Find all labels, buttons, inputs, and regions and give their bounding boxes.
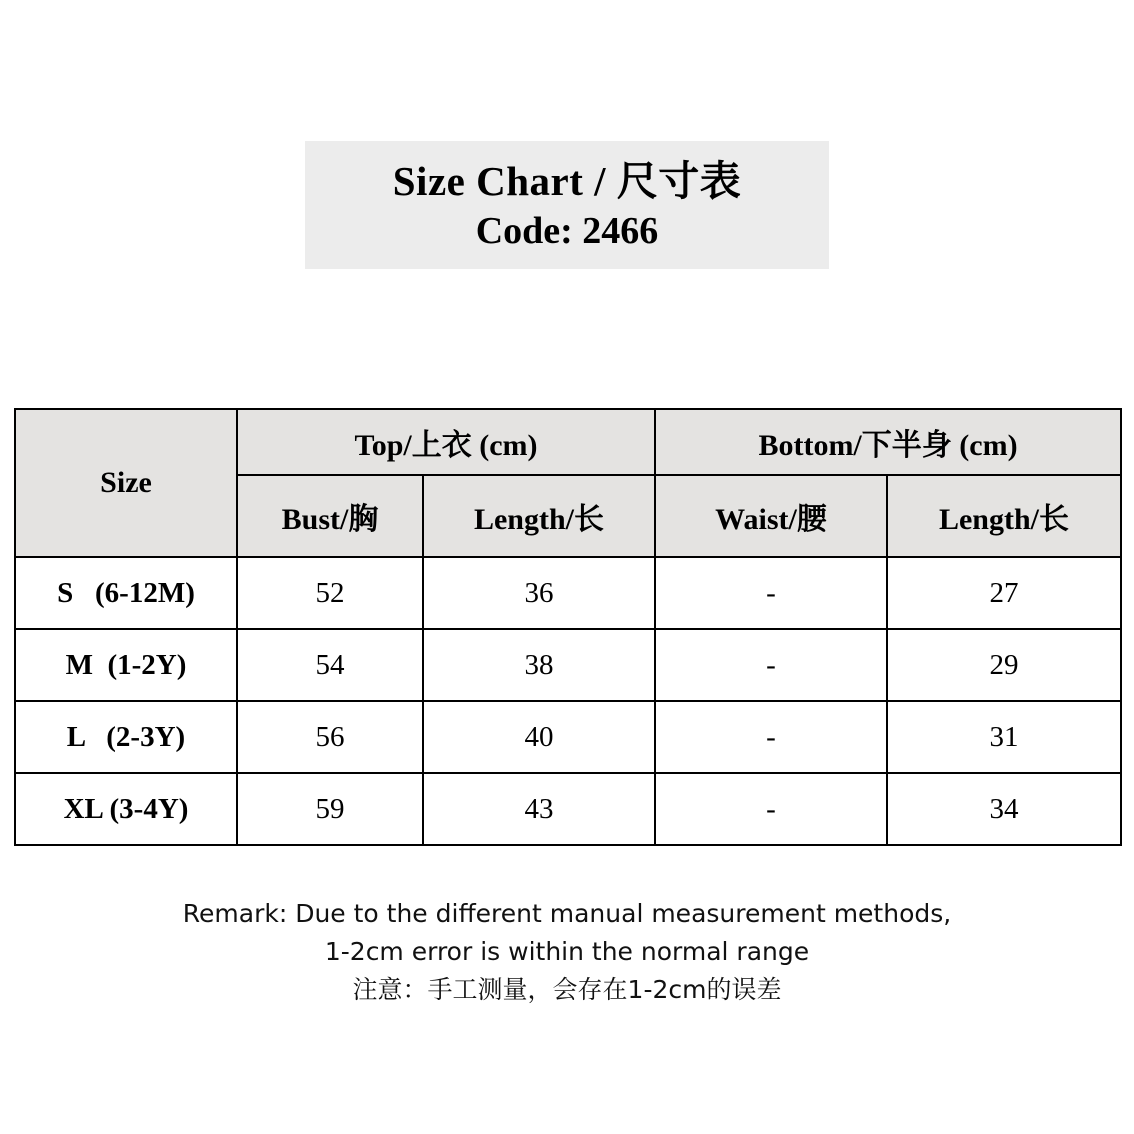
column-header-size: Size [15, 409, 237, 557]
remark-block [0, 895, 1134, 1009]
column-header-top-length: Length/长 [423, 475, 655, 557]
table-row [15, 557, 1121, 629]
row-label-size: S (6-12M) [15, 557, 237, 629]
page-title: Size Chart / 尺寸表 [392, 158, 742, 204]
cell-top-length: 38 [423, 629, 655, 701]
cell-waist: - [655, 701, 887, 773]
row-label-size: XL (3-4Y) [15, 773, 237, 845]
remark-line-3: 注意：手工测量，会存在1-2cm的误差 [352, 975, 782, 1004]
cell-top-length: 40 [423, 701, 655, 773]
column-group-header-bottom: Bottom/下半身 (cm) [655, 409, 1121, 475]
cell-top-length: 36 [423, 557, 655, 629]
cell-waist: - [655, 773, 887, 845]
column-header-bust: Bust/胸 [237, 475, 423, 557]
cell-bottom-length: 29 [887, 629, 1121, 701]
cell-top-length: 43 [423, 773, 655, 845]
cell-bottom-length: 31 [887, 701, 1121, 773]
column-header-bottom-length: Length/长 [887, 475, 1121, 557]
product-code: Code: 2466 [475, 210, 659, 252]
row-label-size: M (1-2Y) [15, 629, 237, 701]
cell-waist: - [655, 629, 887, 701]
table-row [15, 701, 1121, 773]
column-header-waist: Waist/腰 [655, 475, 887, 557]
table-header-group-row [15, 409, 1121, 475]
column-group-header-top: Top/上衣 (cm) [237, 409, 655, 475]
table-row [15, 629, 1121, 701]
remark-line-1: Remark: Due to the different manual measurement methods, [182, 899, 952, 928]
size-chart-table [14, 408, 1122, 846]
cell-waist: - [655, 557, 887, 629]
title-block [305, 141, 829, 269]
table-row [15, 773, 1121, 845]
cell-bust: 54 [237, 629, 423, 701]
cell-bust: 52 [237, 557, 423, 629]
row-label-size: L (2-3Y) [15, 701, 237, 773]
cell-bust: 56 [237, 701, 423, 773]
cell-bottom-length: 34 [887, 773, 1121, 845]
cell-bust: 59 [237, 773, 423, 845]
cell-bottom-length: 27 [887, 557, 1121, 629]
remark-line-2: 1-2cm error is within the normal range [324, 937, 810, 966]
